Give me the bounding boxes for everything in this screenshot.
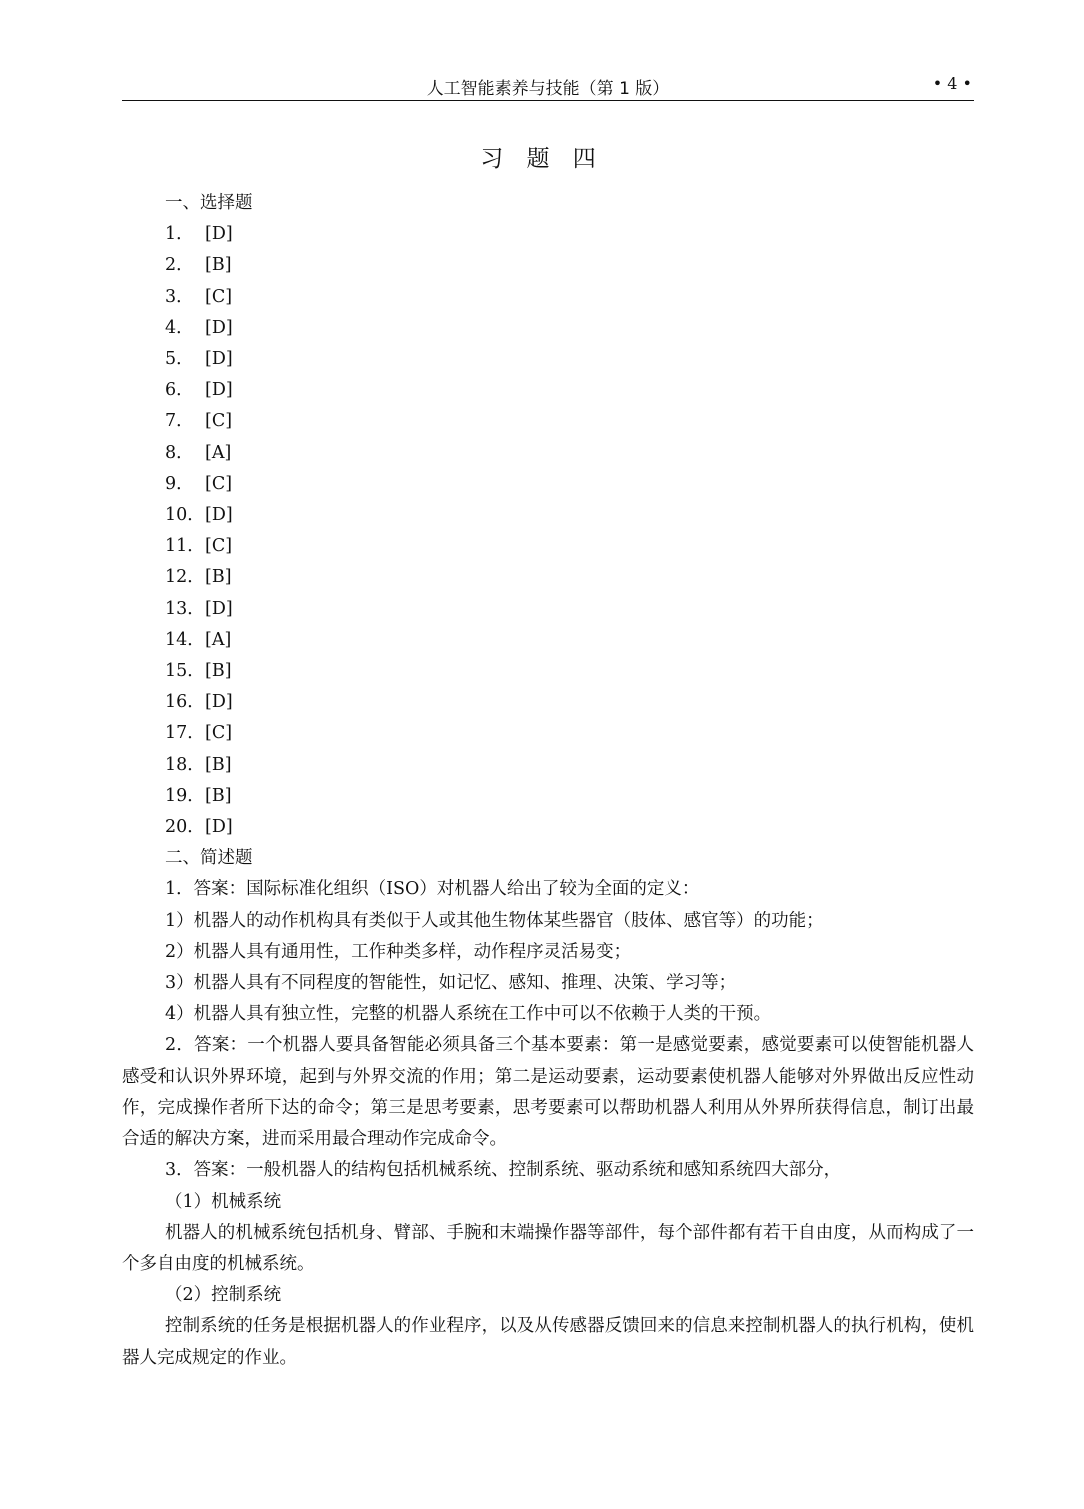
answer-number: 13． — [165, 598, 205, 619]
answer-value: [A] — [205, 442, 232, 463]
answer-number: 17． — [165, 723, 205, 744]
answer-value: [B] — [205, 255, 232, 276]
answer-value: [B] — [205, 785, 232, 806]
answer-item — [122, 344, 974, 375]
q3-sub1-heading: （1）机械系统 — [165, 1191, 282, 1212]
answer-value: [D] — [205, 505, 233, 526]
answer-number: 5． — [165, 349, 194, 370]
answer-item — [122, 250, 974, 281]
answer-value: [D] — [205, 317, 233, 338]
answer-number: 16． — [165, 692, 205, 713]
answer-value: [C] — [205, 723, 233, 744]
answer-value: [C] — [205, 473, 233, 494]
answer-value: [C] — [205, 286, 233, 307]
q1-point: 4）机器人具有独立性，完整的机器人系统在工作中可以不依赖于人类的干预。 — [165, 1004, 772, 1025]
page-header — [122, 70, 974, 101]
answer-item — [122, 282, 974, 313]
book-title: 人工智能素养与技能（第 1 版） — [426, 79, 670, 99]
answer-item — [122, 438, 974, 469]
answer-number: 9． — [165, 473, 194, 494]
answer-value: [B] — [205, 754, 232, 775]
answer-value: [C] — [205, 536, 233, 557]
answer-number: 12． — [165, 567, 205, 588]
answer-number: 2． — [165, 255, 194, 276]
answer-number: 4． — [165, 317, 194, 338]
answer-value: [B] — [205, 661, 232, 682]
answer-number: 7． — [165, 411, 194, 432]
q3-sub1-text: 机器人的机械系统包括机身、臂部、手腕和末端操作器等部件，每个部件都有若干自由度，从而构成了一个多自由度的机械系统。 — [122, 1222, 974, 1274]
answer-value: [D] — [205, 224, 233, 245]
answer-value: [D] — [205, 692, 233, 713]
q1-intro: 1．答案：国际标准化组织（ISO）对机器人给出了较为全面的定义： — [165, 879, 700, 900]
answer-number: 8． — [165, 442, 194, 463]
answer-item — [122, 750, 974, 781]
answer-number: 18． — [165, 754, 205, 775]
answer-value: [B] — [205, 567, 232, 588]
answer-number: 20． — [165, 817, 205, 838]
answer-item — [122, 656, 974, 687]
answer-value: [D] — [205, 817, 233, 838]
answer-value: [D] — [205, 380, 233, 401]
q3-intro: 3．答案：一般机器人的结构包括机械系统、控制系统、驱动系统和感知系统四大部分， — [165, 1160, 842, 1181]
answer-item — [122, 313, 974, 344]
answer-list — [122, 219, 974, 843]
q2-answer: 2．答案：一个机器人要具备智能必须具备三个基本要素：第一是感觉要素，感觉要素可以使智能机器人感受和认识外界环境，起到与外界交流的作用；第二是运动要素，运动要素使机器人能够对外界做出反应性动作，完成操作者所下达的命令；第三是思考要素，思考要素可以帮助机器人利用从外界所获得信息，制订出最合适的解决方案，进而采用最合理动作完成命令。 — [122, 1035, 974, 1150]
answer-item — [122, 562, 974, 593]
q1-point: 2）机器人具有通用性，工作种类多样，动作程序灵活易变； — [165, 941, 632, 962]
q1-point: 1）机器人的动作机构具有类似于人或其他生物体某些器官（肢体、感官等）的功能； — [165, 910, 824, 931]
answer-item — [122, 375, 974, 406]
answer-value: [A] — [205, 629, 232, 650]
answer-item — [122, 469, 974, 500]
answer-number: 10． — [165, 505, 205, 526]
chapter-title: 习 题 四 — [480, 146, 604, 172]
answer-item — [122, 812, 974, 843]
answer-item — [122, 625, 974, 656]
q3-sub2-heading: （2）控制系统 — [165, 1285, 282, 1306]
answer-number: 3． — [165, 286, 194, 307]
answer-item — [122, 718, 974, 749]
section-heading-short-answer: 二、简述题 — [165, 848, 253, 869]
answer-number: 11． — [165, 536, 205, 557]
answer-item — [122, 531, 974, 562]
answer-item — [122, 500, 974, 531]
answer-number: 15． — [165, 661, 205, 682]
answer-value: [D] — [205, 349, 233, 370]
answer-item — [122, 781, 974, 812]
answer-number: 1． — [165, 224, 194, 245]
answer-item — [122, 687, 974, 718]
page-number: • 4 • — [932, 74, 972, 93]
q1-point: 3）机器人具有不同程度的智能性，如记忆、感知、推理、决策、学习等； — [165, 973, 737, 994]
answer-number: 14． — [165, 629, 205, 650]
answer-item — [122, 594, 974, 625]
q3-sub2-text: 控制系统的任务是根据机器人的作业程序，以及从传感器反馈回来的信息来控制机器人的执行机构，使机器人完成规定的作业。 — [122, 1316, 974, 1368]
answer-number: 19． — [165, 785, 205, 806]
answer-item — [122, 219, 974, 250]
section-heading-choice: 一、选择题 — [165, 193, 253, 213]
answer-number: 6． — [165, 380, 194, 401]
answer-item — [122, 406, 974, 437]
answer-value: [C] — [205, 411, 233, 432]
document-body — [122, 188, 974, 1374]
answer-value: [D] — [205, 598, 233, 619]
